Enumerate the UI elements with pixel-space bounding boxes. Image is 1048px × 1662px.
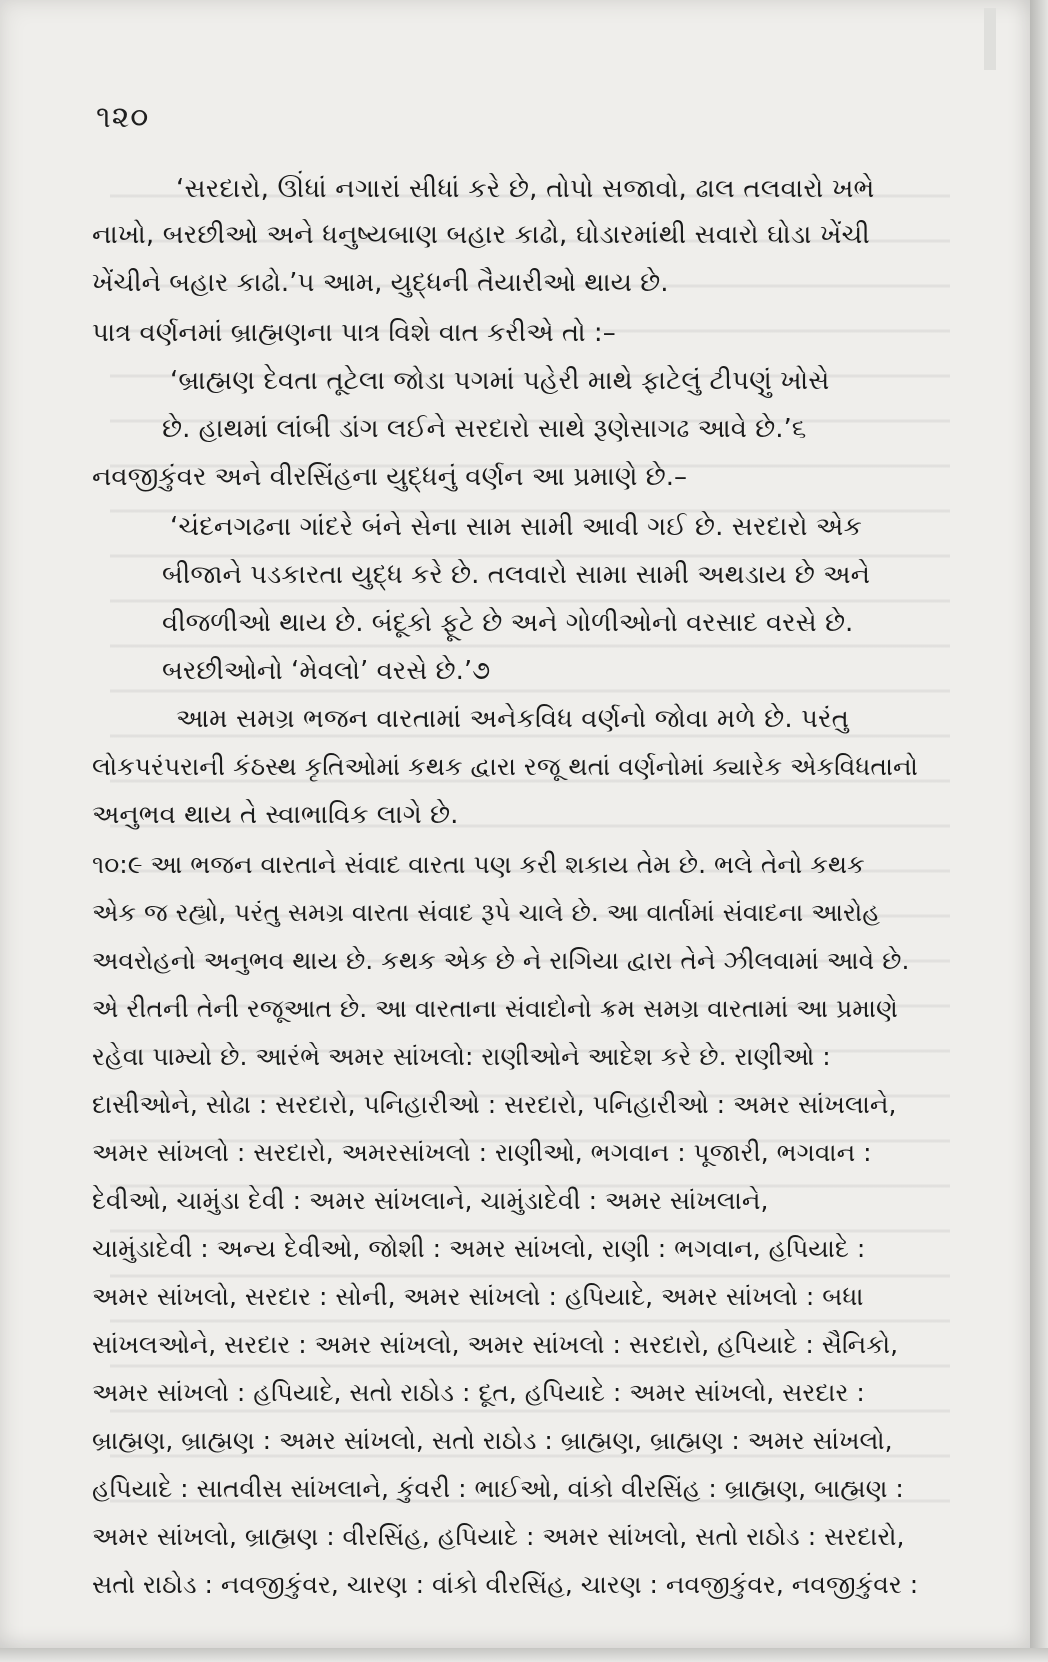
section-line-15: અમર સાંખલો, બ્રાહ્મણ : વીરસિંહ, હપિયાદે : અમર સાંખલો, સતો રાઠોડ : સરદારો, <box>92 1522 905 1551</box>
page-number: ૧૨૦ <box>96 100 150 135</box>
paragraph-line-6: આમ સમગ્ર ભજન વારતામાં અનેકવિધ વર્ણનો જોવા મળે છે. પરંતુ <box>176 704 849 734</box>
paragraph-line-7: લોકપરંપરાની કંઠસ્થ કૃતિઓમાં કથક દ્વારા રજૂ થતાં વર્ણનોમાં ક્યારેક એકવિધતાનો <box>92 752 918 781</box>
section-line-9: ચામુંડાદેવી : અન્ય દેવીઓ, જોશી : અમર સાંખલો, રાણી : ભગવાન, હપિયાદે : <box>92 1234 866 1263</box>
section-line-2: એક જ રહ્યો, પરંતુ સમગ્ર વારતા સંવાદ રૂપે ચાલે છે. આ વાર્તામાં સંવાદના આરોહ <box>92 898 880 927</box>
scan-edge-mark <box>984 8 996 70</box>
quote-line-2: છે. હાથમાં લાંબી ડાંગ લઈને સરદારો સાથે રૂણેસાગઢ આવે છે.’૬ <box>162 414 807 444</box>
section-line-1: ૧૦:૯ આ ભજન વારતાને સંવાદ વારતા પણ કરી શકાય તેમ છે. ભલે તેનો કથક <box>92 850 865 879</box>
quote-line-5: વીજળીઓ થાય છે. બંદૂકો ફૂટે છે અને ગોળીઓનો વરસાદ વરસે છે. <box>162 608 854 638</box>
section-line-8: દેવીઓ, ચામુંડા દેવી : અમર સાંખલાને, ચામુંડાદેવી : અમર સાંખલાને, <box>92 1186 769 1215</box>
paragraph-line-5: નવજીકુંવર અને વીરસિંહના યુદ્ધનું વર્ણન આ પ્રમાણે છે.– <box>92 462 688 492</box>
section-line-10: અમર સાંખલો, સરદાર : સોની, અમર સાંખલો : હપિયાદે, અમર સાંખલો : બધા <box>92 1282 864 1311</box>
section-line-14: હપિયાદે : સાતવીસ સાંખલાને, કુંવરી : ભાઈઓ, વાંકો વીરસિંહ : બ્રાહ્મણ, બાહ્મણ : <box>92 1474 904 1503</box>
paragraph-line-2: નાખો, બરછીઓ અને ધનુષ્યબાણ બહાર કાઢો, ઘોડારમાંથી સવારો ઘોડા ખેંચી <box>92 220 870 250</box>
paragraph-line-4: પાત્ર વર્ણનમાં બ્રાહ્મણના પાત્ર વિશે વાત કરીએ તો :– <box>92 318 616 348</box>
section-line-3: અવરોહનો અનુભવ થાય છે. કથક એક છે ને રાગિયા દ્વારા તેને ઝીલવામાં આવે છે. <box>92 946 910 975</box>
quote-line-1: ‘બ્રાહ્મણ દેવતા તૂટેલા જોડા પગમાં પહેરી માથે ફાટેલું ટીપણું ખોસે <box>170 366 830 396</box>
paragraph-line-3: ખેંચીને બહાર કાઢો.’૫ આમ, યુદ્ધની તૈયારીઓ થાય છે. <box>92 268 669 298</box>
section-line-16: સતો રાઠોડ : નવજીકુંવર, ચારણ : વાંકો વીરસિંહ, ચારણ : નવજીકુંવર, નવજીકુંવર : <box>92 1570 919 1599</box>
quote-line-4: બીજાને પડકારતા યુદ્ધ કરે છે. તલવારો સામા સામી અથડાય છે અને <box>162 560 870 590</box>
section-line-4: એ રીતની તેની રજૂઆત છે. આ વારતાના સંવાદોનો ક્રમ સમગ્ર વારતામાં આ પ્રમાણે <box>92 994 898 1023</box>
section-line-7: અમર સાંખલો : સરદારો, અમરસાંખલો : રાણીઓ, ભગવાન : પૂજારી, ભગવાન : <box>92 1138 872 1167</box>
section-line-6: દાસીઓને, સોઢા : સરદારો, પનિહારીઓ : સરદારો, પનિહારીઓ : અમર સાંખલાને, <box>92 1090 897 1119</box>
section-line-12: અમર સાંખલો : હપિયાદે, સતો રાઠોડ : દૂત, હપિયાદે : અમર સાંખલો, સરદાર : <box>92 1378 865 1407</box>
quote-line-6: બરછીઓનો ‘મેવલો’ વરસે છે.’૭ <box>162 656 491 686</box>
scan-right-edge <box>1030 0 1048 1662</box>
section-line-5: રહેવા પામ્યો છે. આરંભે અમર સાંખલો: રાણીઓને આદેશ કરે છે. રાણીઓ : <box>92 1042 831 1071</box>
section-line-11: સાંખલઓને, સરદાર : અમર સાંખલો, અમર સાંખલો : સરદારો, હપિયાદે : સૈનિકો, <box>92 1330 899 1359</box>
scan-bottom-edge <box>0 1648 1048 1662</box>
quote-line-3: ‘ચંદનગઢના ગાંદરે બંને સેના સામ સામી આવી ગઈ છે. સરદારો એક <box>170 512 862 542</box>
paragraph-line-8: અનુભવ થાય તે સ્વાભાવિક લાગે છે. <box>92 800 459 830</box>
paragraph-line-1: ‘સરદારો, ઊંધાં નગારાં સીધાં કરે છે, તોપો સજાવો, ઢાલ તલવારો ખભે <box>176 174 875 204</box>
section-line-13: બ્રાહ્મણ, બ્રાહ્મણ : અમર સાંખલો, સતો રાઠોડ : બ્રાહ્મણ, બ્રાહ્મણ : અમર સાંખલો, <box>92 1426 893 1455</box>
